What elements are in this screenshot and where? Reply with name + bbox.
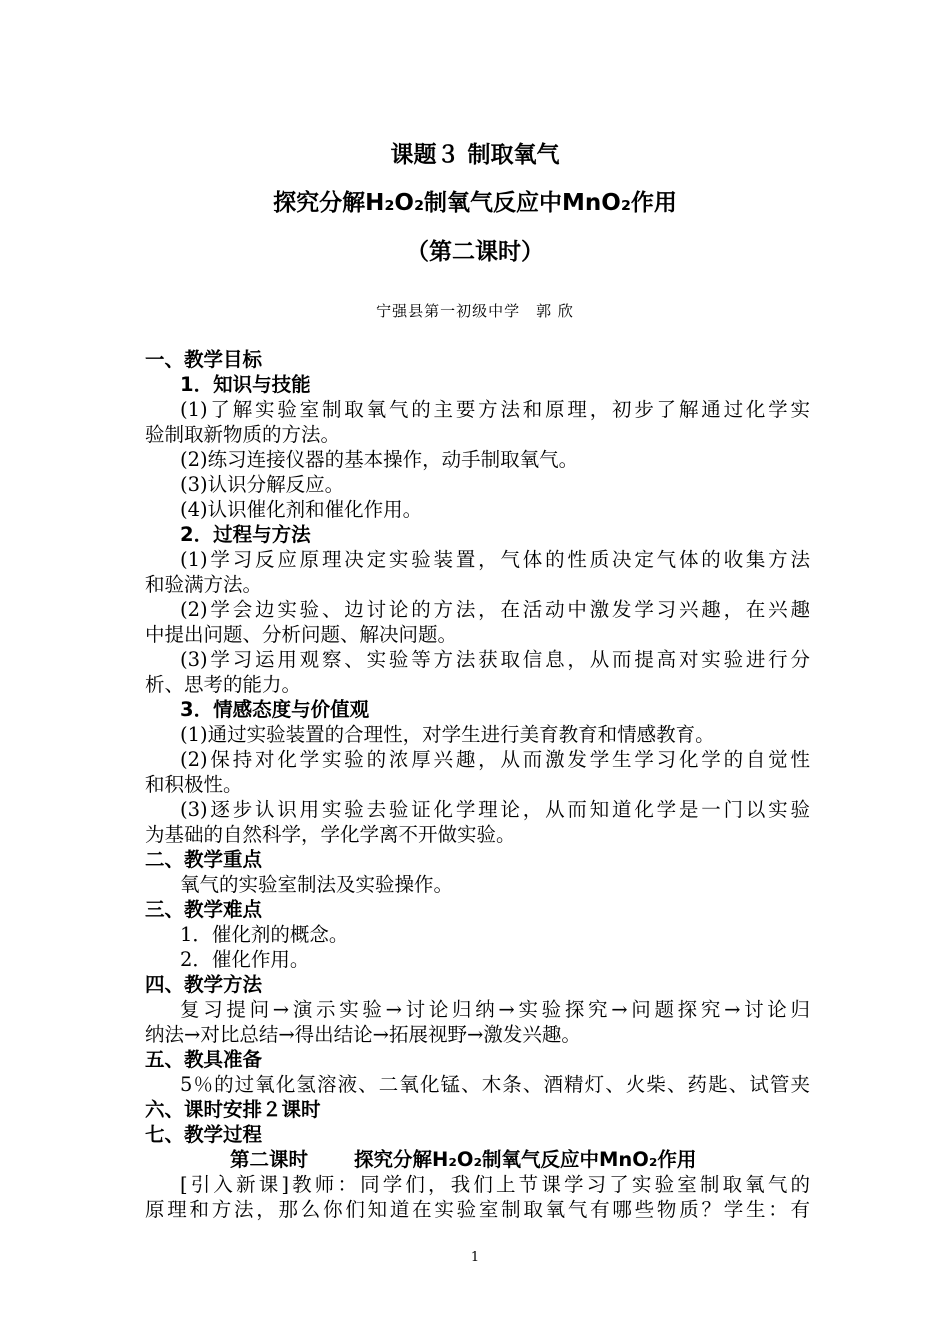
lesson-subtitle: 探究分解H₂O₂制氧气反应中MnO₂作用 [273,190,677,216]
intro-tag: [引入新课] [180,1173,289,1196]
intro-text-1: 教师：同学们，我们上节课学习了实验室制取氧气的 [288,1173,810,1196]
text-line: 1．催化剂的概念。 [180,923,349,946]
text-line: 和积极性。 [145,773,243,796]
subsection-heading: 2．过程与方法 [180,523,311,546]
intro-line-2: 原理和方法，那么你们知道在实验室制取氧气有哪些物质？学生：有 [145,1198,810,1221]
text-line: 析、思考的能力。 [145,673,302,696]
text-line: (2)保持对化学实验的浓厚兴趣，从而激发学生学习化学的自觉性 [180,748,810,771]
text-line: (4)认识催化剂和催化作用。 [180,498,423,521]
text-line: 和验满方法。 [145,573,263,596]
text-line: (1)通过实验装置的合理性，对学生进行美育教育和情感教育。 [180,723,715,746]
section-heading: 六、课时安排２课时 [145,1098,321,1121]
section-heading: 七、教学过程 [145,1123,263,1146]
text-line: 验制取新物质的方法。 [145,423,341,446]
text-line: 为基础的自然科学，学化学离不开做实验。 [145,823,516,846]
text-line: (3)认识分解反应。 [180,473,345,496]
lesson-heading [145,1147,810,1172]
content-lines [145,347,810,1147]
lesson-title: 课题３ 制取氧气 [390,142,560,168]
text-line: (2)学会边实验、边讨论的方法，在活动中激发学习兴趣，在兴趣 [180,598,810,621]
text-line: (3)学习运用观察、实验等方法获取信息，从而提高对实验进行分 [180,648,810,671]
lesson-heading-period: 第二课时 [230,1148,309,1171]
text-line: (2)练习连接仪器的基本操作，动手制取氧气。 [180,448,579,471]
text-line: 2．催化作用。 [180,948,310,971]
author-line: 宁强县第一初级中学 郭 欣 [376,302,574,320]
text-line: (3)逐步认识用实验去验证化学理论，从而知道化学是一门以实验 [180,798,810,821]
lesson-heading-topic: 探究分解H₂O₂制氧气反应中MnO₂作用 [354,1148,697,1171]
text-line: 纳法→对比总结→得出结论→拓展视野→激发兴趣。 [145,1023,581,1046]
subsection-heading: 3．情感态度与价值观 [180,698,370,721]
subsection-heading: 1．知识与技能 [180,373,311,396]
intro-line-1 [145,1172,810,1197]
text-line: 氧气的实验室制法及实验操作。 [180,873,454,896]
section-heading: 五、教具准备 [145,1048,263,1071]
page-number: 1 [470,1250,480,1265]
text-line: 中提出问题、分析问题、解决问题。 [145,623,458,646]
text-line: (1)了解实验室制取氧气的主要方法和原理，初步了解通过化学实 [180,398,810,421]
lesson-period: （第二课时） [406,239,544,265]
text-line: 复习提问→演示实验→讨论归纳→实验探究→问题探究→讨论归 [180,998,810,1021]
text-line: (1)学习反应原理决定实验装置，气体的性质决定气体的收集方法 [180,548,810,571]
text-line: 5％的过氧化氢溶液、二氧化锰、木条、酒精灯、火柴、药匙、试管夹 [180,1073,810,1096]
section-heading: 三、教学难点 [145,898,263,921]
section-heading: 四、教学方法 [145,973,263,996]
document-body [145,347,810,1222]
section-heading: 一、教学目标 [145,348,263,371]
section-heading: 二、教学重点 [145,848,263,871]
